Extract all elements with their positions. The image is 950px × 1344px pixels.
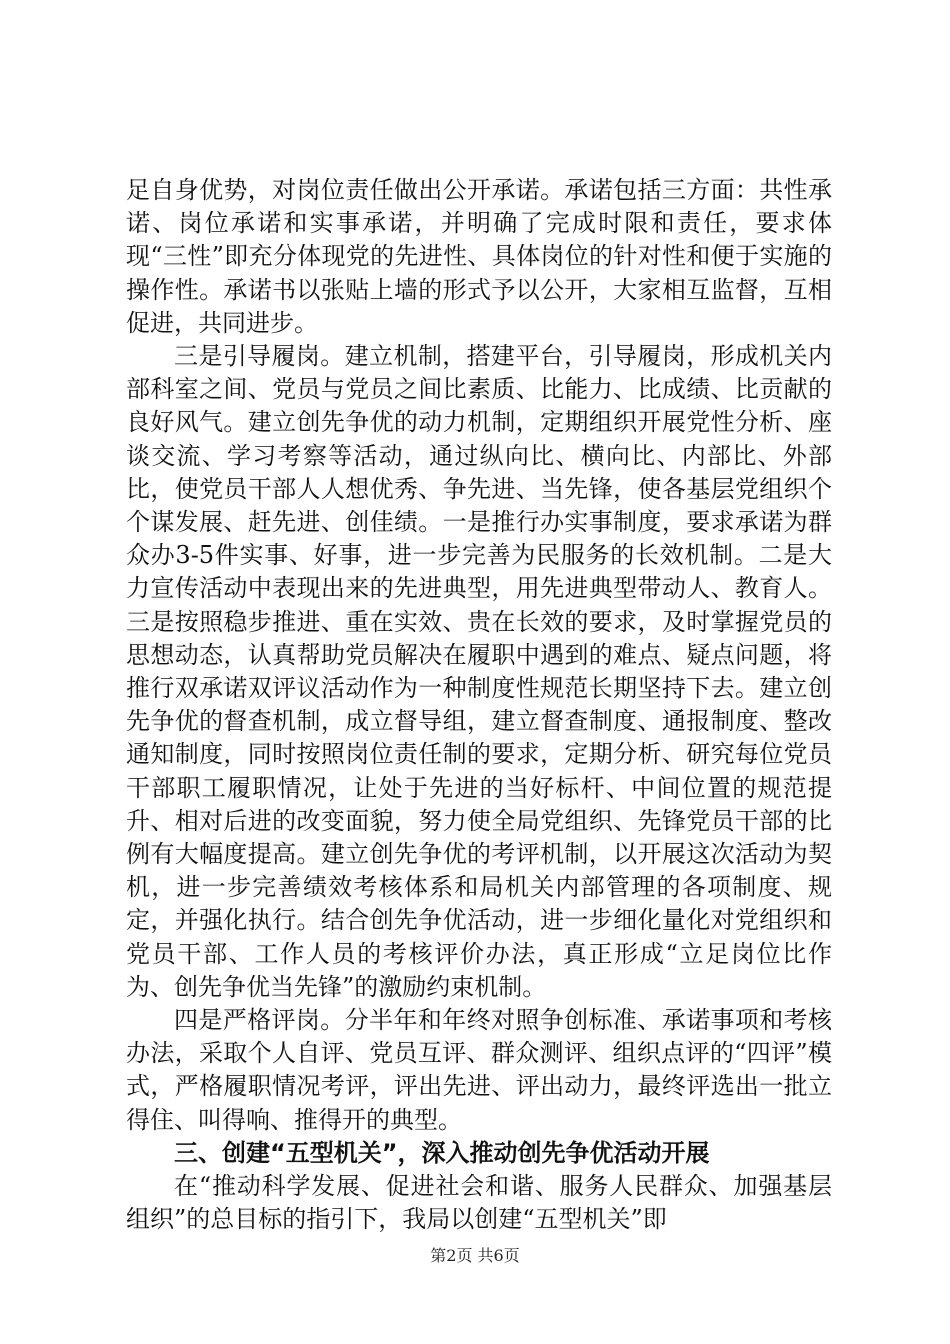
page-footer: 第2页 共6页: [430, 1246, 520, 1265]
section-heading: 三、创建“五型机关”，深入推动创先争优活动开展: [174, 1138, 710, 1167]
paragraph-commitment-continued: 足自身优势，对岗位责任做出公开承诺。承诺包括三方面：共性承诺、岗位承诺和实事承诺，并明确了完成时限和责任，要求体现“三性”即充分体现党的先进性、具体岗位的针对性和便于实施的操作性。承诺书以张贴上墙的形式予以公开，大家相互监督，互相促进，共同进步。: [126, 176, 832, 337]
paragraph-evaluate-post: 四是严格评岗。分半年和年终对照争创标准、承诺事项和考核办法，采取个人自评、党员互评、群众测评、组织点评的“四评”模式，严格履职情况考评，评出先进、评出动力，最终评选出一批立得住、叫得响、推得开的典型。: [126, 1006, 832, 1134]
paragraph-guide-post: 三是引导履岗。建立机制，搭建平台，引导履岗，形成机关内部科室之间、党员与党员之间比素质、比能力、比成绩、比贡献的良好风气。建立创先争优的动力机制，定期组织开展党性分析、座谈交流、学习考察等活动，通过纵向比、横向比、内部比、外部比，使党员干部人人想优秀、争先进、当先锋，使各基层党组织个个谋发展、赶先进、创佳绩。一是推行办实事制度，要求承诺为群众办3-5件实事、好事，进一步完善为民服务的长效机制。二是大力宣传活动中表现出来的先进典型，用先进典型带动人、教育人。三是按照稳步推进、重在实效、贵在长效的要求，及时掌握党员的思想动态，认真帮助党员解决在履职中遇到的难点、疑点问题，将推行双承诺双评议活动作为一种制度性规范长期坚持下去。建立创先争优的督查机制，成立督导组，建立督查制度、通报制度、整改通知制度，同时按照岗位责任制的要求，定期分析、研究每位党员干部职工履职情况，让处于先进的当好标杆、中间位置的规范提升、相对后进的改变面貌，努力使全局党组织、先锋党员干部的比例有大幅度提高。建立创先争优的考评机制，以开展这次活动为契机，进一步完善绩效考核体系和局机关内部管理的各项制度、规定，并强化执行。结合创先争优活动，进一步细化量化对党组织和党员干部、工作人员的考核评价办法，真正形成“立足岗位比作为、创先争优当先锋”的激励约束机制。: [126, 342, 832, 1001]
document-body: [126, 174, 832, 1237]
paragraph-section-intro: 在“推动科学发展、促进社会和谐、服务人民群众、加强基层组织”的总目标的指引下，我局以创建“五型机关”即: [126, 1172, 832, 1234]
